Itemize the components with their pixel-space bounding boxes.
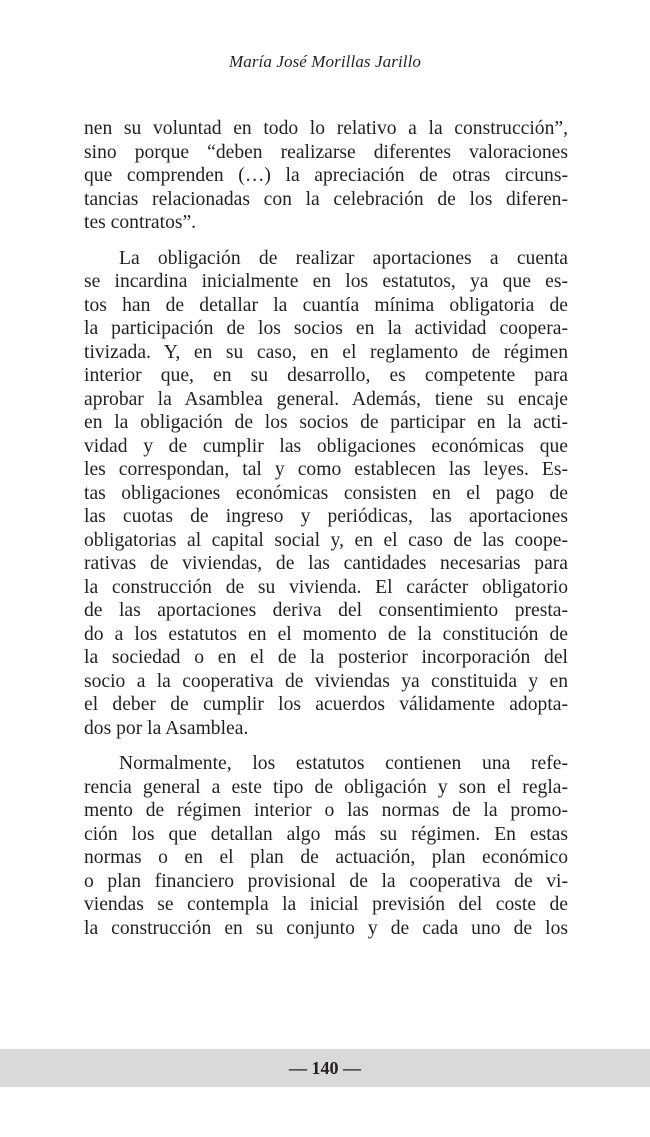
text-line: aprobar la Asamblea general. Además, tiene su encaje [84,388,568,410]
text-line: mento de régimen interior o las normas de la promo- [84,800,568,821]
text-line: tivizada. Y, en su caso, en el reglamento de régimen [84,341,568,363]
text-line: tos han de detallar la cuantía mínima obligatoria de [84,294,568,316]
running-header-author: María José Morillas Jarillo [228,52,422,71]
text-line: tancias relacionadas con la celebración de los diferen- [84,188,568,210]
text-line: rencia general a este tipo de obligación y son el regla- [84,776,568,798]
text-line: viendas se contempla la inicial previsión del coste de [84,894,568,915]
text-line: de las aportaciones deriva del consentimiento presta- [84,600,568,621]
text-line: La obligación de realizar aportaciones a cuenta [119,247,568,269]
text-line: la participación de los socios en la actividad coopera- [84,318,568,339]
text-line: la construcción en su conjunto y de cada uno de los [84,917,568,939]
text-line: el deber de cumplir los acuerdos válidamente adopta- [84,694,568,715]
page-number: — 140 — [289,1058,361,1078]
text-line: normas o en el plan de actuación, plan económico [84,847,568,868]
paragraph-gap [84,235,568,247]
paragraph [84,247,568,741]
text-line: nen su voluntad en todo lo relativo a la construcción”, [84,118,568,139]
text-line: rativas de viviendas, de las cantidades necesarias para [84,553,568,574]
text-line: tes contratos”. [84,212,197,233]
text-line: socio a la cooperativa de viviendas ya constituida y en [84,670,568,692]
text-line: la construcción de su vivienda. El carácter obligatorio [84,576,568,598]
text-line: les correspondan, tal y como establecen las leyes. Es- [84,459,568,480]
paragraph [84,117,568,235]
text-line: vidad y de cumplir las obligaciones económicas que [84,435,568,457]
text-line: ción los que detallan algo más su régimen. En estas [84,823,568,845]
text-line: que comprenden (…) la apreciación de otras circuns- [84,165,568,186]
text-line: en la obligación de los socios de participar en la acti- [84,412,568,433]
text-line: las cuotas de ingreso y periódicas, las aportaciones [84,506,568,527]
text-line: do a los estatutos en el momento de la constitución de [84,623,568,645]
text-line: dos por la Asamblea. [84,717,249,739]
text-line: obligatorias al capital social y, en el caso de las coope- [84,529,568,551]
paragraph-gap [84,740,568,752]
text-line: se incardina inicialmente en los estatutos, ya que es- [84,271,568,292]
footer-band [0,1049,650,1087]
paragraph [84,752,568,940]
text-line: sino porque “deben realizarse diferentes valoraciones [84,141,568,163]
text-line: la sociedad o en el de la posterior incorporación del [84,647,568,668]
text-line: tas obligaciones económicas consisten en el pago de [84,482,568,504]
text-line: o plan financiero provisional de la cooperativa de vi- [84,870,568,892]
text-line: interior que, en su desarrollo, es competente para [84,365,568,386]
text-line: Normalmente, los estatutos contienen una refe- [119,753,568,774]
page-body [84,117,568,940]
